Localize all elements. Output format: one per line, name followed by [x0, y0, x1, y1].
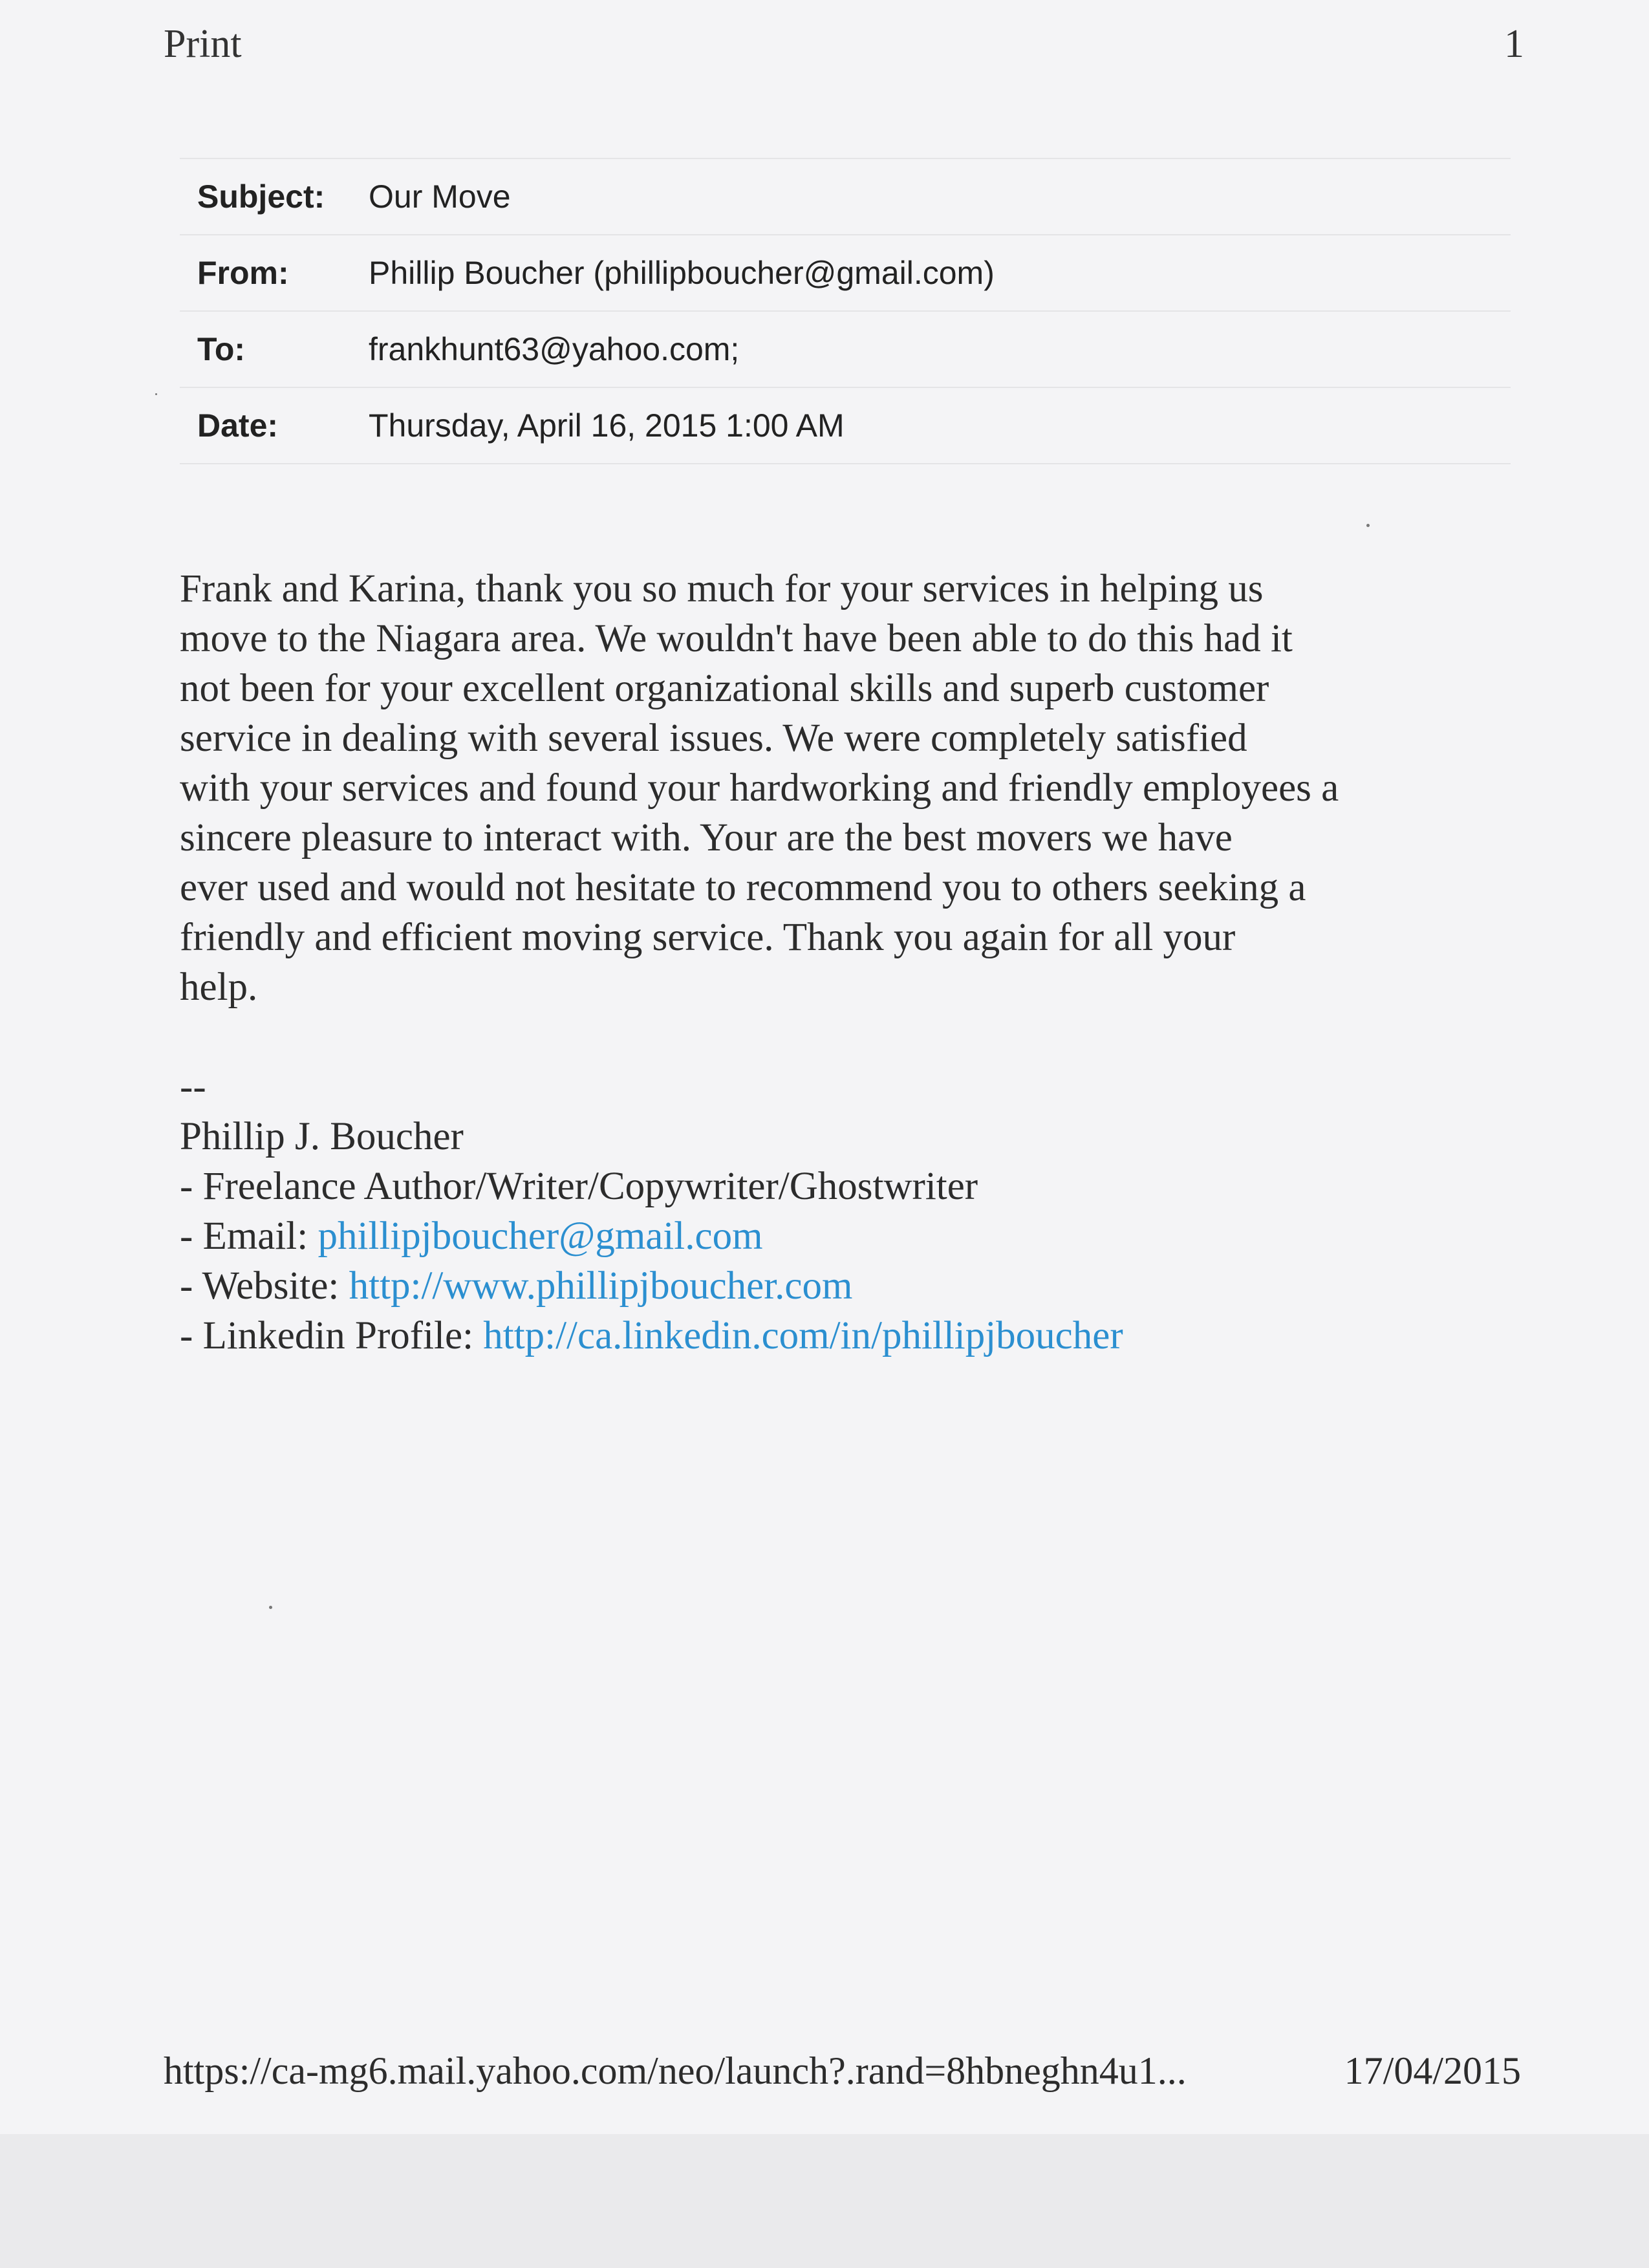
body-line: Frank and Karina, thank you so much for your services in helping us [180, 567, 1264, 610]
subject-row [180, 159, 1511, 235]
date-label: Date: [197, 407, 279, 444]
signature-separator: -- [180, 1065, 206, 1108]
subject-value: Our Move [369, 178, 511, 215]
signature-website-link[interactable]: http://www.phillipjboucher.com [349, 1264, 853, 1308]
signature-website-line [180, 1261, 1538, 1311]
page-number: 1 [1504, 22, 1524, 66]
signature-email-link[interactable]: phillipjboucher@gmail.com [318, 1215, 763, 1258]
body-line: move to the Niagara area. We wouldn't have been able to do this had it [180, 617, 1293, 660]
email-body [180, 564, 1538, 1012]
from-value: Phillip Boucher (phillipboucher@gmail.com) [369, 255, 995, 291]
date-row [180, 388, 1511, 464]
body-line: friendly and efficient moving service. Thank you again for all your [180, 916, 1236, 959]
signature-email-line [180, 1211, 1538, 1261]
signature-linkedin-link[interactable]: http://ca.linkedin.com/in/phillipjboucher [483, 1314, 1123, 1357]
footer-url: https://ca-mg6.mail.yahoo.com/neo/launch?.rand=8hbneghn4u1... [164, 2049, 1187, 2092]
scan-speck [269, 1606, 272, 1609]
signature-title: - Freelance Author/Writer/Copywriter/Ghostwriter [180, 1165, 978, 1208]
from-row [180, 235, 1511, 312]
signature-email-prefix: - Email: [180, 1215, 318, 1258]
signature-linkedin-line [180, 1311, 1538, 1361]
signature-linkedin-prefix: - Linkedin Profile: [180, 1314, 484, 1357]
signature-name: Phillip J. Boucher [180, 1115, 464, 1158]
from-label: From: [197, 255, 289, 291]
body-line: help. [180, 966, 258, 1009]
scan-bottom-margin [0, 2134, 1649, 2268]
print-label: Print [164, 22, 242, 66]
to-label: To: [197, 331, 246, 367]
scan-speck [155, 393, 157, 395]
email-signature [180, 1062, 1538, 1361]
body-line: ever used and would not hesitate to recommend you to others seeking a [180, 866, 1306, 909]
body-line: not been for your excellent organizational skills and superb customer [180, 667, 1269, 710]
signature-website-prefix: - Website: [180, 1264, 349, 1308]
email-header [180, 158, 1511, 464]
date-value: Thursday, April 16, 2015 1:00 AM [369, 407, 845, 444]
body-line: service in dealing with several issues. We were completely satisfied [180, 717, 1247, 760]
footer-date: 17/04/2015 [1344, 2049, 1521, 2092]
subject-label: Subject: [197, 178, 325, 215]
to-value: frankhunt63@yahoo.com; [369, 331, 740, 367]
to-row [180, 312, 1511, 388]
body-line: with your services and found your hardworking and friendly employees a [180, 766, 1339, 810]
scan-speck [1366, 524, 1370, 527]
body-line: sincere pleasure to interact with. Your are the best movers we have [180, 816, 1233, 859]
